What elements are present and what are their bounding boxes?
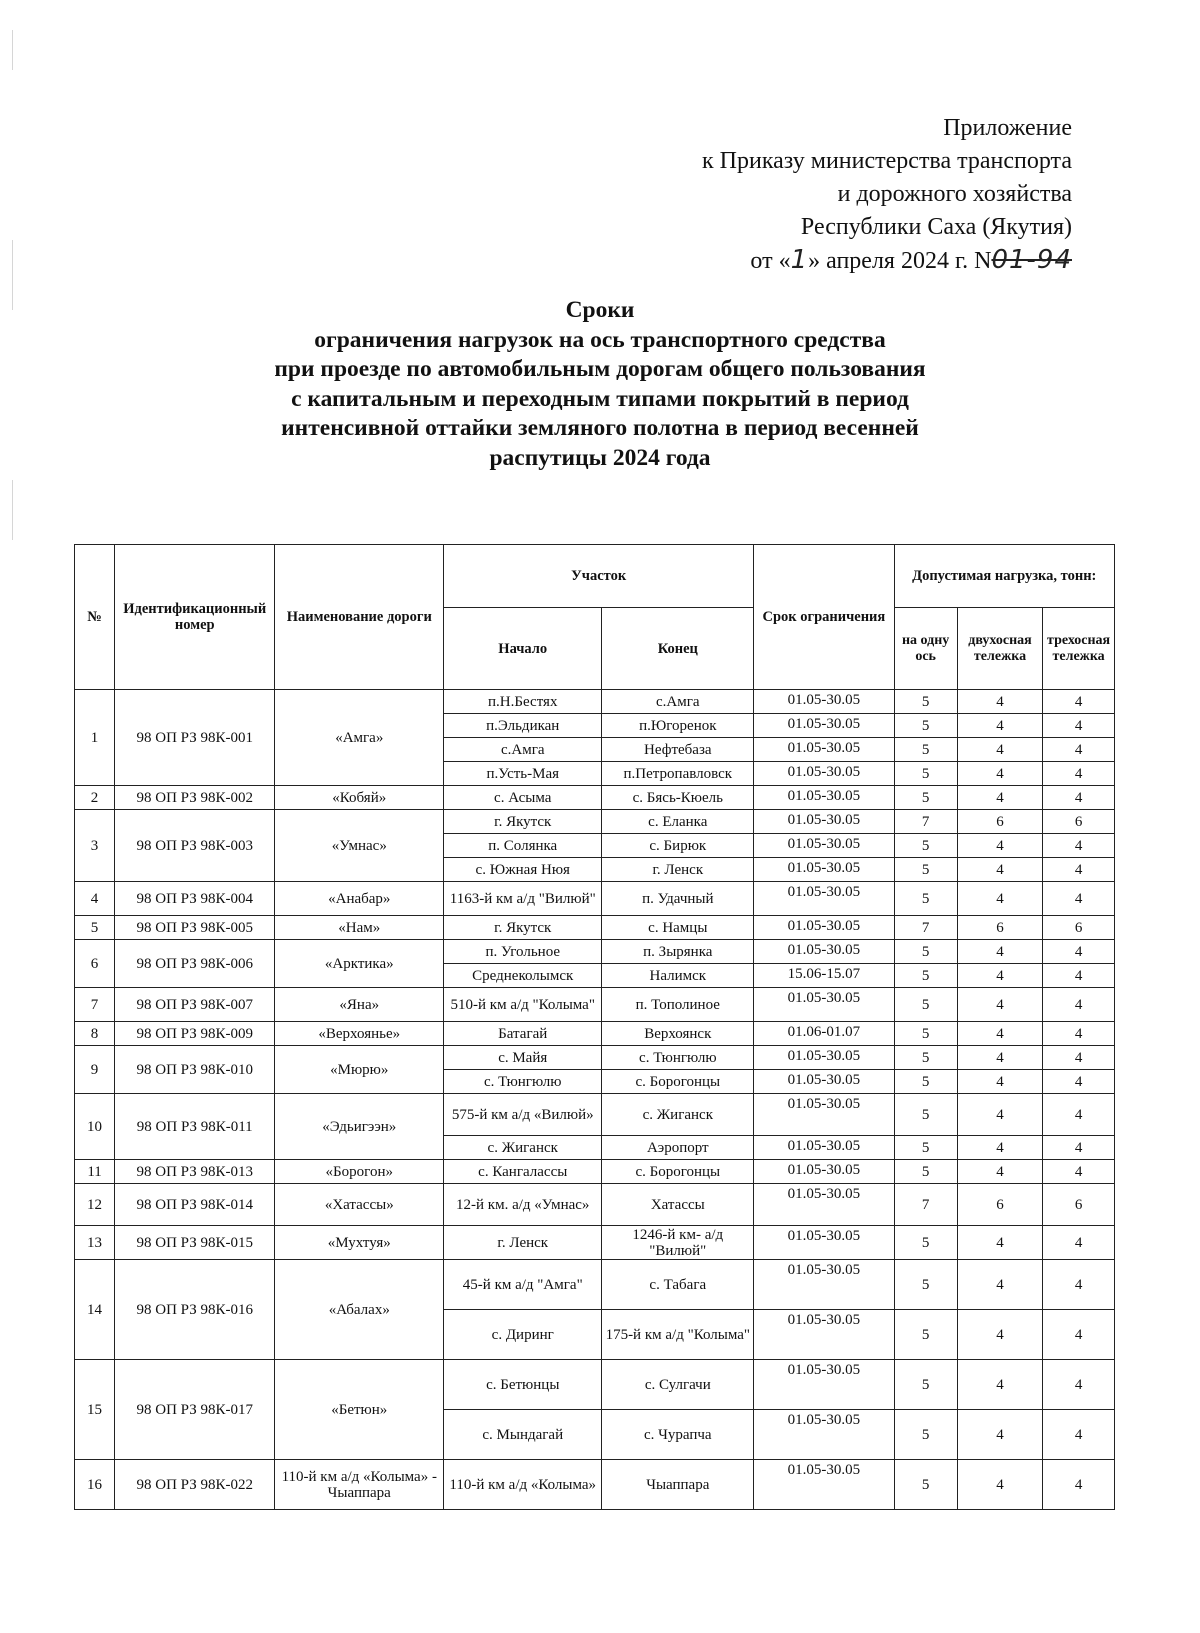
road-number-cell: 11 — [75, 1160, 115, 1184]
restriction-period-cell: 01.06-01.07 — [754, 1022, 894, 1046]
restriction-period-cell: 01.05-30.05 — [754, 786, 894, 810]
road-name-cell: «Арктика» — [275, 940, 444, 988]
road-number-cell: 8 — [75, 1022, 115, 1046]
table-row — [75, 1360, 1115, 1410]
road-number-cell: 14 — [75, 1260, 115, 1360]
section-start-cell: с. Южная Нюя — [444, 858, 602, 882]
table-row — [75, 916, 1115, 940]
three-axle-load-cell: 4 — [1043, 882, 1115, 916]
section-start-cell: с. Тюнгюлю — [444, 1070, 602, 1094]
two-axle-load-cell: 4 — [957, 786, 1042, 810]
appendix-line: и дорожного хозяйства — [837, 181, 1072, 207]
handwritten-day: 1 — [790, 245, 809, 275]
three-axle-load-cell: 4 — [1043, 1046, 1115, 1070]
road-name-cell: «Абалах» — [275, 1260, 444, 1360]
single-axle-load-cell: 5 — [894, 1160, 957, 1184]
three-axle-load-cell: 4 — [1043, 1226, 1115, 1260]
section-end-cell: г. Ленск — [602, 858, 754, 882]
section-start-cell: п.Усть-Мая — [444, 762, 602, 786]
road-id-cell: 98 ОП РЗ 98К-001 — [115, 690, 275, 786]
scan-edge-mark — [12, 30, 13, 70]
title-line: ограничения нагрузок на ось транспортного средства — [314, 326, 886, 353]
single-axle-load-cell: 5 — [894, 988, 957, 1022]
section-start-cell: с. Диринг — [444, 1310, 602, 1360]
two-axle-load-cell: 4 — [957, 882, 1042, 916]
section-start-cell: с.Амга — [444, 738, 602, 762]
two-axle-load-cell: 6 — [957, 810, 1042, 834]
three-axle-load-cell: 4 — [1043, 786, 1115, 810]
section-start-cell: 510-й км а/д "Колыма" — [444, 988, 602, 1022]
single-axle-load-cell: 7 — [894, 916, 957, 940]
three-axle-load-cell: 4 — [1043, 738, 1115, 762]
three-axle-load-cell: 4 — [1043, 940, 1115, 964]
restriction-period-cell: 01.05-30.05 — [754, 988, 894, 1022]
appendix-line: к Приказу министерства транспорта — [702, 148, 1072, 174]
header-section-start: Начало — [444, 608, 602, 690]
section-end-cell: п. Тополиное — [602, 988, 754, 1022]
scan-edge-mark — [12, 240, 13, 310]
three-axle-load-cell: 4 — [1043, 1460, 1115, 1510]
section-start-cell: 575-й км а/д «Вилюй» — [444, 1094, 602, 1136]
title-line: с капитальным и переходным типами покрытий в период — [291, 385, 909, 412]
header-allowed-load: Допустимая нагрузка, тонн: — [894, 545, 1115, 608]
single-axle-load-cell: 5 — [894, 1410, 957, 1460]
single-axle-load-cell: 5 — [894, 786, 957, 810]
restriction-period-cell: 01.05-30.05 — [754, 1184, 894, 1226]
section-end-cell: Верхоянск — [602, 1022, 754, 1046]
single-axle-load-cell: 5 — [894, 1094, 957, 1136]
road-name-cell: «Кобяй» — [275, 786, 444, 810]
section-end-cell: с. Жиганск — [602, 1094, 754, 1136]
two-axle-load-cell: 4 — [957, 1460, 1042, 1510]
road-id-cell: 98 ОП РЗ 98К-003 — [115, 810, 275, 882]
road-id-cell: 98 ОП РЗ 98К-022 — [115, 1460, 275, 1510]
restriction-period-cell: 01.05-30.05 — [754, 1226, 894, 1260]
two-axle-load-cell: 4 — [957, 1360, 1042, 1410]
section-start-cell: с. Мындагай — [444, 1410, 602, 1460]
section-start-cell: с. Бетюнцы — [444, 1360, 602, 1410]
section-end-cell: п. Удачный — [602, 882, 754, 916]
three-axle-load-cell: 4 — [1043, 988, 1115, 1022]
road-name-cell: «Умнас» — [275, 810, 444, 882]
two-axle-load-cell: 4 — [957, 1070, 1042, 1094]
section-start-cell: г. Якутск — [444, 810, 602, 834]
three-axle-load-cell: 4 — [1043, 1410, 1115, 1460]
appendix-header — [702, 112, 1072, 278]
road-name-cell: «Нам» — [275, 916, 444, 940]
road-name-cell: «Хатассы» — [275, 1184, 444, 1226]
two-axle-load-cell: 4 — [957, 738, 1042, 762]
road-number-cell: 9 — [75, 1046, 115, 1094]
road-id-cell: 98 ОП РЗ 98К-014 — [115, 1184, 275, 1226]
table-row — [75, 1094, 1115, 1136]
road-id-cell: 98 ОП РЗ 98К-006 — [115, 940, 275, 988]
single-axle-load-cell: 5 — [894, 1046, 957, 1070]
restriction-period-cell: 01.05-30.05 — [754, 1410, 894, 1460]
header-section-end: Конец — [602, 608, 754, 690]
section-start-cell: п. Солянка — [444, 834, 602, 858]
section-end-cell: с. Тюнгюлю — [602, 1046, 754, 1070]
single-axle-load-cell: 5 — [894, 714, 957, 738]
table-row — [75, 1046, 1115, 1070]
handwritten-order-number: 01-94 — [991, 245, 1072, 275]
section-end-cell: Нефтебаза — [602, 738, 754, 762]
road-name-cell: «Борогон» — [275, 1160, 444, 1184]
table-body — [75, 690, 1115, 1510]
section-end-cell: Аэропорт — [602, 1136, 754, 1160]
three-axle-load-cell: 4 — [1043, 1310, 1115, 1360]
header-two-axle-bogie: двухосная тележка — [957, 608, 1042, 690]
three-axle-load-cell: 6 — [1043, 916, 1115, 940]
restriction-period-cell: 01.05-30.05 — [754, 1160, 894, 1184]
two-axle-load-cell: 4 — [957, 1260, 1042, 1310]
road-number-cell: 13 — [75, 1226, 115, 1260]
single-axle-load-cell: 5 — [894, 690, 957, 714]
road-number-cell: 3 — [75, 810, 115, 882]
road-id-cell: 98 ОП РЗ 98К-017 — [115, 1360, 275, 1460]
single-axle-load-cell: 5 — [894, 1070, 957, 1094]
single-axle-load-cell: 5 — [894, 1460, 957, 1510]
two-axle-load-cell: 4 — [957, 988, 1042, 1022]
date-mid: » апреля 2024 г. N — [808, 248, 992, 274]
three-axle-load-cell: 4 — [1043, 1022, 1115, 1046]
section-start-cell: Среднеколымск — [444, 964, 602, 988]
restriction-period-cell: 01.05-30.05 — [754, 1360, 894, 1410]
three-axle-load-cell: 4 — [1043, 1070, 1115, 1094]
three-axle-load-cell: 4 — [1043, 1094, 1115, 1136]
three-axle-load-cell: 4 — [1043, 1136, 1115, 1160]
restriction-period-cell: 01.05-30.05 — [754, 1260, 894, 1310]
section-start-cell: п.Н.Бестях — [444, 690, 602, 714]
section-start-cell: г. Ленск — [444, 1226, 602, 1260]
single-axle-load-cell: 5 — [894, 834, 957, 858]
single-axle-load-cell: 7 — [894, 810, 957, 834]
road-name-cell: «Мухтуя» — [275, 1226, 444, 1260]
section-end-cell: Налимск — [602, 964, 754, 988]
road-name-cell: 110-й км а/д «Колыма» - Чыаппара — [275, 1460, 444, 1510]
single-axle-load-cell: 5 — [894, 762, 957, 786]
restriction-period-cell: 01.05-30.05 — [754, 1070, 894, 1094]
section-end-cell: с. Еланка — [602, 810, 754, 834]
two-axle-load-cell: 4 — [957, 834, 1042, 858]
section-end-cell: п.Югоренок — [602, 714, 754, 738]
document-title — [150, 296, 1050, 473]
road-number-cell: 16 — [75, 1460, 115, 1510]
table-row — [75, 1022, 1115, 1046]
single-axle-load-cell: 5 — [894, 940, 957, 964]
road-number-cell: 2 — [75, 786, 115, 810]
road-name-cell: «Анабар» — [275, 882, 444, 916]
table-row — [75, 1226, 1115, 1260]
road-number-cell: 7 — [75, 988, 115, 1022]
header-restriction-period: Срок ограничения — [754, 545, 894, 690]
road-id-cell: 98 ОП РЗ 98К-011 — [115, 1094, 275, 1160]
title-line: распутицы 2024 года — [489, 444, 711, 471]
two-axle-load-cell: 4 — [957, 858, 1042, 882]
section-end-cell: 175-й км а/д "Колыма" — [602, 1310, 754, 1360]
title-line: интенсивной оттайки земляного полотна в период весенней — [281, 415, 919, 441]
single-axle-load-cell: 5 — [894, 1260, 957, 1310]
axle-load-restrictions-table — [74, 544, 1115, 1510]
two-axle-load-cell: 4 — [957, 690, 1042, 714]
two-axle-load-cell: 4 — [957, 762, 1042, 786]
section-start-cell: г. Якутск — [444, 916, 602, 940]
section-end-cell: с. Сулгачи — [602, 1360, 754, 1410]
section-start-cell: 1163-й км а/д "Вилюй" — [444, 882, 602, 916]
single-axle-load-cell: 5 — [894, 1310, 957, 1360]
title-line: Сроки — [565, 297, 635, 323]
restriction-period-cell: 01.05-30.05 — [754, 738, 894, 762]
road-name-cell: «Бетюн» — [275, 1360, 444, 1460]
section-start-cell: п. Угольное — [444, 940, 602, 964]
table-row — [75, 1460, 1115, 1510]
section-start-cell: Батагай — [444, 1022, 602, 1046]
road-number-cell: 15 — [75, 1360, 115, 1460]
table-row — [75, 690, 1115, 714]
order-date-line — [702, 244, 1072, 278]
restriction-period-cell: 01.05-30.05 — [754, 834, 894, 858]
single-axle-load-cell: 5 — [894, 1136, 957, 1160]
appendix-line: Приложение — [943, 115, 1072, 141]
single-axle-load-cell: 5 — [894, 858, 957, 882]
road-id-cell: 98 ОП РЗ 98К-004 — [115, 882, 275, 916]
table-row — [75, 1160, 1115, 1184]
road-name-cell: «Амга» — [275, 690, 444, 786]
three-axle-load-cell: 4 — [1043, 964, 1115, 988]
two-axle-load-cell: 4 — [957, 1410, 1042, 1460]
single-axle-load-cell: 5 — [894, 1226, 957, 1260]
section-start-cell: с. Кангалассы — [444, 1160, 602, 1184]
section-start-cell: 45-й км а/д "Амга" — [444, 1260, 602, 1310]
two-axle-load-cell: 4 — [957, 1310, 1042, 1360]
section-end-cell: 1246-й км- а/д "Вилюй" — [602, 1226, 754, 1260]
header-three-axle-bogie: трехосная тележка — [1043, 608, 1115, 690]
restriction-period-cell: 01.05-30.05 — [754, 858, 894, 882]
restriction-period-cell: 01.05-30.05 — [754, 1046, 894, 1070]
three-axle-load-cell: 6 — [1043, 810, 1115, 834]
two-axle-load-cell: 4 — [957, 964, 1042, 988]
road-name-cell: «Яна» — [275, 988, 444, 1022]
section-start-cell: 110-й км а/д «Колыма» — [444, 1460, 602, 1510]
section-end-cell: с. Табага — [602, 1260, 754, 1310]
road-name-cell: «Мюрю» — [275, 1046, 444, 1094]
appendix-line: Республики Саха (Якутия) — [800, 214, 1072, 240]
restriction-period-cell: 01.05-30.05 — [754, 916, 894, 940]
section-end-cell: с.Амга — [602, 690, 754, 714]
header-section: Участок — [444, 545, 754, 608]
header-number: № — [75, 545, 115, 690]
section-end-cell: с. Намцы — [602, 916, 754, 940]
restriction-period-cell: 01.05-30.05 — [754, 1094, 894, 1136]
single-axle-load-cell: 7 — [894, 1184, 957, 1226]
two-axle-load-cell: 4 — [957, 714, 1042, 738]
header-identification-number: Идентификационный номер — [115, 545, 275, 690]
section-end-cell: п. Зырянка — [602, 940, 754, 964]
road-id-cell: 98 ОП РЗ 98К-002 — [115, 786, 275, 810]
road-id-cell: 98 ОП РЗ 98К-010 — [115, 1046, 275, 1094]
two-axle-load-cell: 4 — [957, 1046, 1042, 1070]
section-end-cell: с. Борогонцы — [602, 1070, 754, 1094]
restriction-period-cell: 01.05-30.05 — [754, 940, 894, 964]
restriction-period-cell: 01.05-30.05 — [754, 714, 894, 738]
table-row — [75, 988, 1115, 1022]
road-name-cell: «Эдьигээн» — [275, 1094, 444, 1160]
restriction-period-cell: 01.05-30.05 — [754, 1310, 894, 1360]
three-axle-load-cell: 4 — [1043, 714, 1115, 738]
restriction-period-cell: 01.05-30.05 — [754, 1136, 894, 1160]
road-id-cell: 98 ОП РЗ 98К-005 — [115, 916, 275, 940]
road-number-cell: 4 — [75, 882, 115, 916]
two-axle-load-cell: 4 — [957, 1160, 1042, 1184]
section-end-cell: с. Бирюк — [602, 834, 754, 858]
two-axle-load-cell: 4 — [957, 1022, 1042, 1046]
road-name-cell: «Верхоянье» — [275, 1022, 444, 1046]
road-number-cell: 10 — [75, 1094, 115, 1160]
section-start-cell: с. Майя — [444, 1046, 602, 1070]
section-end-cell: п.Петропавловск — [602, 762, 754, 786]
table-row — [75, 940, 1115, 964]
header-single-axle: на одну ось — [894, 608, 957, 690]
section-end-cell: с. Чурапча — [602, 1410, 754, 1460]
three-axle-load-cell: 4 — [1043, 1160, 1115, 1184]
restriction-period-cell: 01.05-30.05 — [754, 1460, 894, 1510]
road-number-cell: 5 — [75, 916, 115, 940]
three-axle-load-cell: 6 — [1043, 1184, 1115, 1226]
three-axle-load-cell: 4 — [1043, 762, 1115, 786]
road-id-cell: 98 ОП РЗ 98К-016 — [115, 1260, 275, 1360]
two-axle-load-cell: 4 — [957, 1136, 1042, 1160]
single-axle-load-cell: 5 — [894, 1022, 957, 1046]
road-id-cell: 98 ОП РЗ 98К-015 — [115, 1226, 275, 1260]
single-axle-load-cell: 5 — [894, 964, 957, 988]
section-start-cell: 12-й км. а/д «Умнас» — [444, 1184, 602, 1226]
two-axle-load-cell: 4 — [957, 1094, 1042, 1136]
section-start-cell: п.Эльдикан — [444, 714, 602, 738]
title-line: при проезде по автомобильным дорогам общего пользования — [274, 356, 926, 382]
table-row — [75, 786, 1115, 810]
single-axle-load-cell: 5 — [894, 1360, 957, 1410]
restriction-period-cell: 01.05-30.05 — [754, 762, 894, 786]
two-axle-load-cell: 6 — [957, 916, 1042, 940]
two-axle-load-cell: 6 — [957, 1184, 1042, 1226]
scan-edge-mark — [12, 480, 13, 540]
section-end-cell: Чыаппара — [602, 1460, 754, 1510]
road-id-cell: 98 ОП РЗ 98К-013 — [115, 1160, 275, 1184]
three-axle-load-cell: 4 — [1043, 858, 1115, 882]
three-axle-load-cell: 4 — [1043, 1360, 1115, 1410]
table-row — [75, 882, 1115, 916]
table-row — [75, 1260, 1115, 1310]
three-axle-load-cell: 4 — [1043, 834, 1115, 858]
road-id-cell: 98 ОП РЗ 98К-009 — [115, 1022, 275, 1046]
section-start-cell: с. Жиганск — [444, 1136, 602, 1160]
table-row — [75, 810, 1115, 834]
restriction-period-cell: 01.05-30.05 — [754, 810, 894, 834]
table-row — [75, 1184, 1115, 1226]
two-axle-load-cell: 4 — [957, 1226, 1042, 1260]
three-axle-load-cell: 4 — [1043, 1260, 1115, 1310]
section-end-cell: с. Бясь-Кюель — [602, 786, 754, 810]
single-axle-load-cell: 5 — [894, 882, 957, 916]
two-axle-load-cell: 4 — [957, 940, 1042, 964]
road-number-cell: 12 — [75, 1184, 115, 1226]
road-id-cell: 98 ОП РЗ 98К-007 — [115, 988, 275, 1022]
restriction-period-cell: 01.05-30.05 — [754, 690, 894, 714]
restriction-period-cell: 01.05-30.05 — [754, 882, 894, 916]
three-axle-load-cell: 4 — [1043, 690, 1115, 714]
road-number-cell: 1 — [75, 690, 115, 786]
section-end-cell: с. Борогонцы — [602, 1160, 754, 1184]
restriction-period-cell: 15.06-15.07 — [754, 964, 894, 988]
section-end-cell: Хатассы — [602, 1184, 754, 1226]
road-number-cell: 6 — [75, 940, 115, 988]
header-road-name: Наименование дороги — [275, 545, 444, 690]
date-prefix: от « — [750, 248, 791, 274]
single-axle-load-cell: 5 — [894, 738, 957, 762]
section-start-cell: с. Асыма — [444, 786, 602, 810]
